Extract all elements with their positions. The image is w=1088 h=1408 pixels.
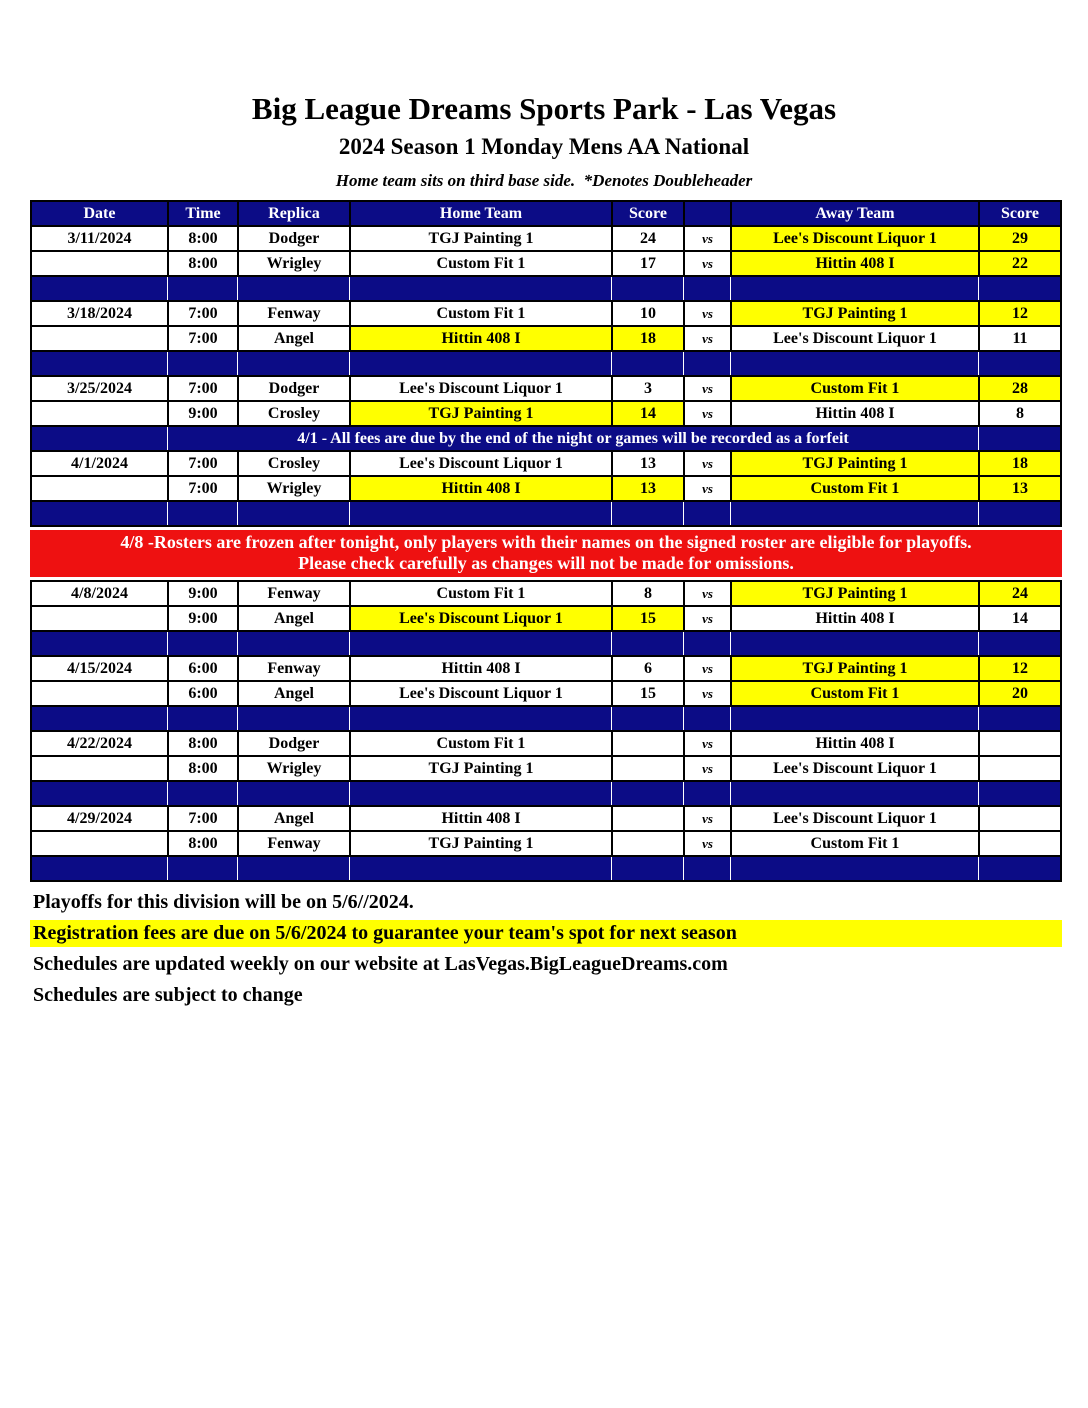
spacer-cell — [167, 782, 237, 805]
game-row — [32, 400, 1060, 425]
page-subtitle: 2024 Season 1 Monday Mens AA National — [338, 134, 750, 159]
schedule-section — [30, 200, 1062, 527]
home-team-cell: TGJ Painting 1 — [349, 832, 611, 855]
replica-cell: Angel — [237, 807, 349, 830]
spacer-row — [32, 275, 1060, 300]
spacer-cell — [349, 632, 611, 655]
spacer-cell — [167, 707, 237, 730]
game-row — [32, 830, 1060, 855]
spacer-cell — [978, 427, 1060, 450]
away-team-cell: Hittin 408 I — [730, 607, 978, 630]
date-cell: 4/29/2024 — [67, 809, 132, 827]
spacer-cell — [978, 277, 1060, 300]
game-row — [32, 300, 1060, 325]
spacer-cell — [978, 857, 1060, 880]
column-header: Replica — [237, 202, 349, 225]
away-team-cell: TGJ Painting 1 — [730, 452, 978, 475]
time-cell: 7:00 — [167, 807, 237, 830]
spacer-cell — [683, 632, 730, 655]
roster-freeze-banner — [30, 530, 1062, 577]
date-cell — [32, 327, 167, 350]
vs-label: vs — [683, 452, 730, 475]
vs-label: vs — [683, 657, 730, 680]
vs-label: vs — [683, 227, 730, 250]
spacer-row — [32, 500, 1060, 525]
home-score-cell: 13 — [611, 452, 683, 475]
game-row — [32, 755, 1060, 780]
away-team-cell: Hittin 408 I — [730, 252, 978, 275]
vs-label: vs — [683, 607, 730, 630]
spacer-cell — [349, 352, 611, 375]
away-score-cell: 24 — [978, 582, 1060, 605]
home-team-cell: TGJ Painting 1 — [349, 757, 611, 780]
spacer-row — [32, 855, 1060, 880]
spacer-cell — [32, 707, 167, 730]
footer-website-note: Schedules are updated weekly on our website at LasVegas.BigLeagueDreams.com — [33, 953, 728, 975]
spacer-cell — [237, 277, 349, 300]
home-score-cell: 24 — [611, 227, 683, 250]
replica-cell: Fenway — [237, 302, 349, 325]
spacer-row — [32, 780, 1060, 805]
vs-label: vs — [683, 807, 730, 830]
away-score-cell: 28 — [978, 377, 1060, 400]
home-team-cell: Custom Fit 1 — [349, 302, 611, 325]
game-row — [32, 475, 1060, 500]
time-cell: 6:00 — [167, 657, 237, 680]
column-header: Score — [978, 202, 1060, 225]
spacer-cell — [237, 632, 349, 655]
game-row — [32, 325, 1060, 350]
home-score-cell: 6 — [611, 657, 683, 680]
away-team-cell: Hittin 408 I — [730, 732, 978, 755]
home-team-cell: Lee's Discount Liquor 1 — [349, 452, 611, 475]
game-row — [32, 225, 1060, 250]
banner-text-line: 4/8 -Rosters are frozen after tonight, only players with their names on the signed roster are eligible for playoffs. — [120, 532, 972, 552]
home-score-cell — [611, 732, 683, 755]
replica-cell: Fenway — [237, 832, 349, 855]
time-cell: 7:00 — [167, 477, 237, 500]
away-team-cell: Lee's Discount Liquor 1 — [730, 227, 978, 250]
away-score-cell: 12 — [978, 657, 1060, 680]
game-row — [32, 375, 1060, 400]
column-header: Score — [611, 202, 683, 225]
spacer-cell — [978, 502, 1060, 525]
time-cell: 8:00 — [167, 757, 237, 780]
spacer-cell — [978, 632, 1060, 655]
away-score-cell: 14 — [978, 607, 1060, 630]
date-cell: 4/1/2024 — [71, 454, 128, 472]
replica-cell: Wrigley — [237, 757, 349, 780]
home-score-cell: 13 — [611, 477, 683, 500]
schedule-section — [30, 580, 1062, 882]
date-cell — [32, 252, 167, 275]
game-row — [32, 582, 1060, 605]
home-team-cell: Lee's Discount Liquor 1 — [349, 607, 611, 630]
away-team-cell: Lee's Discount Liquor 1 — [730, 807, 978, 830]
away-score-cell: 13 — [978, 477, 1060, 500]
spacer-cell — [32, 277, 167, 300]
home-score-cell: 10 — [611, 302, 683, 325]
away-team-cell: Lee's Discount Liquor 1 — [730, 327, 978, 350]
away-score-cell — [978, 832, 1060, 855]
away-team-cell: Custom Fit 1 — [730, 377, 978, 400]
game-row — [32, 450, 1060, 475]
time-cell: 7:00 — [167, 452, 237, 475]
time-cell: 6:00 — [167, 682, 237, 705]
home-score-cell: 15 — [611, 607, 683, 630]
home-team-cell: TGJ Painting 1 — [349, 402, 611, 425]
replica-cell: Wrigley — [237, 252, 349, 275]
spacer-cell — [167, 857, 237, 880]
away-score-cell: 8 — [978, 402, 1060, 425]
date-cell — [32, 757, 167, 780]
spacer-cell — [683, 502, 730, 525]
column-header: Time — [167, 202, 237, 225]
spacer-cell — [683, 707, 730, 730]
spacer-cell — [611, 632, 683, 655]
banner-text-line: Please check carefully as changes will not be made for omissions. — [298, 553, 794, 573]
away-score-cell: 11 — [978, 327, 1060, 350]
spacer-cell — [167, 277, 237, 300]
home-score-cell: 18 — [611, 327, 683, 350]
spacer-cell — [611, 277, 683, 300]
replica-cell: Angel — [237, 607, 349, 630]
replica-cell: Angel — [237, 327, 349, 350]
away-team-cell: Custom Fit 1 — [730, 477, 978, 500]
spacer-cell — [978, 707, 1060, 730]
date-cell: 3/18/2024 — [67, 304, 132, 322]
page-title: Big League Dreams Sports Park - Las Vegas — [251, 91, 837, 126]
spacer-cell — [611, 502, 683, 525]
home-score-cell: 3 — [611, 377, 683, 400]
date-cell — [32, 832, 167, 855]
replica-cell: Fenway — [237, 657, 349, 680]
spacer-cell — [32, 857, 167, 880]
game-row — [32, 250, 1060, 275]
home-team-cell: Hittin 408 I — [349, 477, 611, 500]
home-score-cell — [611, 807, 683, 830]
spacer-cell — [730, 857, 978, 880]
spacer-cell — [683, 782, 730, 805]
time-cell: 7:00 — [167, 377, 237, 400]
spacer-cell — [978, 352, 1060, 375]
away-team-cell: Custom Fit 1 — [730, 682, 978, 705]
home-team-cell: Custom Fit 1 — [349, 732, 611, 755]
vs-label: vs — [683, 582, 730, 605]
away-team-cell: TGJ Painting 1 — [730, 582, 978, 605]
vs-label: vs — [683, 402, 730, 425]
home-team-cell: Hittin 408 I — [349, 807, 611, 830]
vs-label: vs — [683, 252, 730, 275]
away-team-cell: Custom Fit 1 — [730, 832, 978, 855]
replica-cell: Angel — [237, 682, 349, 705]
page-footer — [30, 889, 1062, 1009]
time-cell: 8:00 — [167, 252, 237, 275]
away-score-cell: 20 — [978, 682, 1060, 705]
home-team-cell: Lee's Discount Liquor 1 — [349, 682, 611, 705]
column-header: Away Team — [730, 202, 978, 225]
time-cell: 9:00 — [167, 607, 237, 630]
home-team-cell: TGJ Painting 1 — [349, 227, 611, 250]
spacer-cell — [730, 502, 978, 525]
time-cell: 9:00 — [167, 582, 237, 605]
away-team-cell: TGJ Painting 1 — [730, 657, 978, 680]
spacer-cell — [611, 782, 683, 805]
away-score-cell: 29 — [978, 227, 1060, 250]
spacer-cell — [730, 632, 978, 655]
spacer-cell — [237, 782, 349, 805]
away-team-cell: TGJ Painting 1 — [730, 302, 978, 325]
time-cell: 9:00 — [167, 402, 237, 425]
away-score-cell: 22 — [978, 252, 1060, 275]
date-cell: 4/15/2024 — [67, 659, 132, 677]
spacer-cell — [683, 352, 730, 375]
replica-cell: Fenway — [237, 582, 349, 605]
spacer-cell — [167, 502, 237, 525]
vs-label: vs — [683, 757, 730, 780]
spacer-cell — [611, 352, 683, 375]
vs-label: vs — [683, 682, 730, 705]
replica-cell: Dodger — [237, 227, 349, 250]
page-header — [0, 0, 1088, 191]
home-team-cell: Custom Fit 1 — [349, 252, 611, 275]
date-cell: 3/11/2024 — [67, 229, 132, 247]
vs-label: vs — [683, 477, 730, 500]
time-cell: 8:00 — [167, 832, 237, 855]
home-team-cell: Custom Fit 1 — [349, 582, 611, 605]
away-team-cell: Lee's Discount Liquor 1 — [730, 757, 978, 780]
time-cell: 7:00 — [167, 327, 237, 350]
spacer-cell — [611, 707, 683, 730]
spacer-cell — [349, 707, 611, 730]
spacer-cell — [349, 857, 611, 880]
spacer-cell — [730, 277, 978, 300]
time-cell: 8:00 — [167, 732, 237, 755]
vs-label: vs — [683, 327, 730, 350]
date-cell — [32, 682, 167, 705]
spacer-cell — [683, 277, 730, 300]
away-score-cell: 18 — [978, 452, 1060, 475]
date-cell — [32, 607, 167, 630]
replica-cell: Crosley — [237, 402, 349, 425]
notice-row — [32, 425, 1060, 450]
spacer-cell — [167, 352, 237, 375]
spacer-cell — [978, 782, 1060, 805]
date-cell — [32, 477, 167, 500]
spacer-cell — [349, 277, 611, 300]
home-score-cell: 17 — [611, 252, 683, 275]
spacer-cell — [349, 502, 611, 525]
game-row — [32, 605, 1060, 630]
away-score-cell — [978, 732, 1060, 755]
date-cell: 4/8/2024 — [71, 584, 128, 602]
replica-cell: Dodger — [237, 377, 349, 400]
spacer-row — [32, 705, 1060, 730]
spacer-cell — [730, 707, 978, 730]
spacer-cell — [32, 782, 167, 805]
away-score-cell — [978, 807, 1060, 830]
spacer-cell — [237, 857, 349, 880]
time-cell: 8:00 — [167, 227, 237, 250]
date-cell: 3/25/2024 — [67, 379, 132, 397]
vs-label: vs — [683, 832, 730, 855]
footer-subject-to-change-note: Schedules are subject to change — [33, 984, 303, 1006]
home-score-cell: 8 — [611, 582, 683, 605]
game-row — [32, 655, 1060, 680]
away-score-cell: 12 — [978, 302, 1060, 325]
replica-cell: Crosley — [237, 452, 349, 475]
time-cell: 7:00 — [167, 302, 237, 325]
spacer-cell — [237, 502, 349, 525]
vs-label: vs — [683, 732, 730, 755]
spacer-cell — [237, 352, 349, 375]
home-score-cell — [611, 832, 683, 855]
column-header: Date — [83, 204, 116, 222]
vs-label: vs — [683, 302, 730, 325]
away-score-cell — [978, 757, 1060, 780]
replica-cell: Dodger — [237, 732, 349, 755]
spacer-cell — [611, 857, 683, 880]
home-team-cell: Hittin 408 I — [349, 327, 611, 350]
home-score-cell: 14 — [611, 402, 683, 425]
date-cell — [32, 402, 167, 425]
spacer-cell — [32, 502, 167, 525]
home-team-cell: Lee's Discount Liquor 1 — [349, 377, 611, 400]
spacer-row — [32, 350, 1060, 375]
spacer-cell — [349, 782, 611, 805]
spacer-cell — [32, 352, 167, 375]
column-header: Home Team — [349, 202, 611, 225]
column-header-row — [32, 202, 1060, 225]
date-cell: 4/22/2024 — [67, 734, 132, 752]
home-team-cell: Hittin 408 I — [349, 657, 611, 680]
spacer-row — [32, 630, 1060, 655]
away-team-cell: Hittin 408 I — [730, 402, 978, 425]
game-row — [32, 680, 1060, 705]
spacer-cell — [167, 632, 237, 655]
footer-registration-note: Registration fees are due on 5/6/2024 to guarantee your team's spot for next season — [30, 920, 1062, 947]
schedule-table — [30, 200, 1062, 882]
home-score-cell — [611, 757, 683, 780]
notice-text: 4/1 - All fees are due by the end of the night or games will be recorded as a forfeit — [167, 427, 978, 450]
home-team-note: Home team sits on third base side. *Denotes Doubleheader — [335, 171, 753, 190]
spacer-cell — [32, 427, 167, 450]
footer-playoffs-note: Playoffs for this division will be on 5/6//2024. — [33, 891, 414, 913]
spacer-cell — [730, 782, 978, 805]
replica-cell: Wrigley — [237, 477, 349, 500]
game-row — [32, 730, 1060, 755]
home-score-cell: 15 — [611, 682, 683, 705]
spacer-cell — [237, 707, 349, 730]
spacer-cell — [683, 857, 730, 880]
spacer-cell — [730, 352, 978, 375]
spacer-cell — [32, 632, 167, 655]
game-row — [32, 805, 1060, 830]
vs-label: vs — [683, 377, 730, 400]
column-header — [683, 202, 730, 225]
